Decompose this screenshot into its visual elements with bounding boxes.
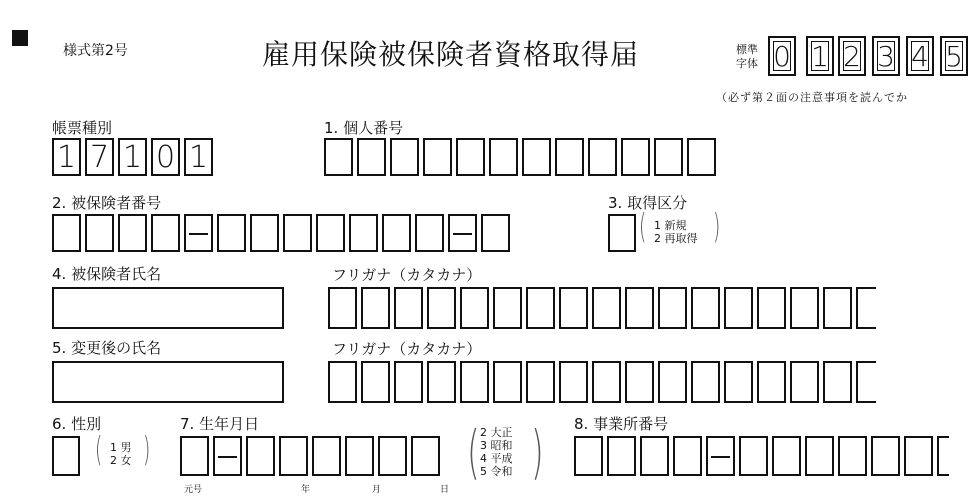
input-cell[interactable] <box>559 287 588 329</box>
input-cell[interactable] <box>324 138 353 176</box>
input-cell[interactable] <box>687 138 716 176</box>
input-cell[interactable] <box>772 436 801 476</box>
input-cell[interactable] <box>456 138 485 176</box>
input-cell[interactable] <box>378 436 407 476</box>
input-cell[interactable] <box>654 138 683 176</box>
input-cell[interactable] <box>757 361 786 403</box>
form-type-digits <box>52 138 217 176</box>
input-cell[interactable] <box>640 436 669 476</box>
paren-left: ( <box>94 430 103 470</box>
paren-right: ) <box>142 430 151 470</box>
separator-dash <box>184 214 213 252</box>
paren-left: ( <box>467 418 480 486</box>
gender-label: 6. 性別 <box>52 415 102 433</box>
input-cell[interactable] <box>460 361 489 403</box>
input-cell[interactable] <box>871 436 900 476</box>
separator-dash <box>448 214 477 252</box>
era-cell[interactable] <box>180 436 209 476</box>
standard-digit: 5 <box>940 36 968 76</box>
changed-name-input[interactable] <box>52 361 284 403</box>
input-cell[interactable] <box>724 361 753 403</box>
separator-dash <box>706 436 735 476</box>
input-cell[interactable] <box>246 436 275 476</box>
insured-number-label: 2. 被保険者番号 <box>52 194 162 212</box>
standard-digit: 3 <box>872 36 900 76</box>
standard-digit: 0 <box>768 36 796 76</box>
year-caption: 年 <box>301 485 311 495</box>
page-title: 雇用保険被保険者資格取得届 <box>262 38 640 71</box>
input-cell[interactable] <box>691 361 720 403</box>
standard-digit: 1 <box>806 36 834 76</box>
input-cell[interactable] <box>361 287 390 329</box>
era-caption: 元号 <box>184 485 203 495</box>
input-cell[interactable] <box>856 287 876 329</box>
input-cell[interactable] <box>574 436 603 476</box>
input-cell[interactable] <box>607 436 636 476</box>
input-cell[interactable] <box>85 214 114 252</box>
acquisition-type-options: 1 新規 2 再取得 <box>654 219 698 245</box>
form-type-digit: 1 <box>118 138 147 176</box>
input-cell[interactable] <box>390 138 419 176</box>
insured-number-input[interactable] <box>52 214 514 252</box>
standard-font-label: 標準 字体 <box>736 43 758 70</box>
input-cell[interactable] <box>345 436 374 476</box>
input-cell[interactable] <box>805 436 834 476</box>
input-cell[interactable] <box>357 138 386 176</box>
input-cell[interactable] <box>349 214 378 252</box>
instruction-note: （必ず第２面の注意事項を読んでか <box>716 91 908 104</box>
input-cell[interactable] <box>328 287 357 329</box>
input-cell[interactable] <box>592 287 621 329</box>
input-cell[interactable] <box>823 287 852 329</box>
input-cell[interactable] <box>625 361 654 403</box>
input-cell[interactable] <box>673 436 702 476</box>
input-cell[interactable] <box>823 361 852 403</box>
office-number-label: 8. 事業所番号 <box>574 415 669 433</box>
input-cell[interactable] <box>691 287 720 329</box>
form-type-digit: 1 <box>184 138 213 176</box>
input-cell[interactable] <box>118 214 147 252</box>
input-cell[interactable] <box>838 436 867 476</box>
form-type-digit: 1 <box>52 138 81 176</box>
input-cell[interactable] <box>489 138 518 176</box>
form-number: 様式第2号 <box>63 43 128 59</box>
paren-right: ) <box>531 418 544 486</box>
birthdate-label: 7. 生年月日 <box>180 415 260 433</box>
insured-name-input[interactable] <box>52 287 284 329</box>
input-cell[interactable] <box>493 361 522 403</box>
input-cell[interactable] <box>555 138 584 176</box>
form-type-label: 帳票種別 <box>52 119 113 137</box>
input-cell[interactable] <box>526 361 555 403</box>
input-cell[interactable] <box>522 138 551 176</box>
input-cell[interactable] <box>856 361 876 403</box>
changed-name-label: 5. 変更後の氏名 <box>52 339 162 357</box>
input-cell[interactable] <box>937 436 949 476</box>
input-cell[interactable] <box>588 138 617 176</box>
input-cell[interactable] <box>904 436 933 476</box>
input-cell[interactable] <box>394 361 423 403</box>
input-cell[interactable] <box>382 214 411 252</box>
input-cell[interactable] <box>427 361 456 403</box>
changed-name-furigana-input[interactable] <box>328 361 876 403</box>
office-number-input[interactable] <box>574 436 949 476</box>
insured-name-furigana-label: フリガナ（カタカナ） <box>332 266 482 284</box>
paren-right: ) <box>712 207 721 247</box>
era-options: 2 大正 3 昭和 4 平成 5 令和 <box>480 426 513 478</box>
input-cell[interactable] <box>217 214 246 252</box>
form-type-digit: 0 <box>151 138 180 176</box>
input-cell[interactable] <box>739 436 768 476</box>
month-caption: 月 <box>372 485 382 495</box>
birthdate-input[interactable] <box>180 436 444 476</box>
input-cell[interactable] <box>283 214 312 252</box>
separator-dash <box>213 436 242 476</box>
input-cell[interactable] <box>411 436 440 476</box>
gender-input[interactable] <box>52 436 80 476</box>
input-cell[interactable] <box>460 287 489 329</box>
personal-number-label: 1. 個人番号 <box>324 119 404 137</box>
input-cell[interactable] <box>658 287 687 329</box>
input-cell[interactable] <box>592 361 621 403</box>
insured-name-label: 4. 被保険者氏名 <box>52 265 162 283</box>
standard-digit: 4 <box>906 36 934 76</box>
input-cell[interactable] <box>312 436 341 476</box>
input-cell[interactable] <box>423 138 452 176</box>
paren-left: ( <box>638 207 647 247</box>
standard-digit: 2 <box>838 36 866 76</box>
input-cell[interactable] <box>559 361 588 403</box>
input-cell[interactable] <box>493 287 522 329</box>
input-cell[interactable] <box>415 214 444 252</box>
corner-marker <box>12 30 28 46</box>
gender-options: 1 男 2 女 <box>110 441 132 467</box>
input-cell[interactable] <box>658 361 687 403</box>
input-cell[interactable] <box>790 361 819 403</box>
acquisition-type-input[interactable] <box>608 214 636 252</box>
input-cell[interactable] <box>328 361 357 403</box>
input-cell[interactable] <box>526 287 555 329</box>
input-cell[interactable] <box>52 214 81 252</box>
input-cell[interactable] <box>621 138 650 176</box>
input-cell[interactable] <box>316 214 345 252</box>
day-caption: 日 <box>440 485 450 495</box>
input-cell[interactable] <box>757 287 786 329</box>
insured-name-furigana-input[interactable] <box>328 287 876 329</box>
acquisition-type-label: 3. 取得区分 <box>608 194 688 212</box>
input-cell[interactable] <box>279 436 308 476</box>
input-cell[interactable] <box>250 214 279 252</box>
input-cell[interactable] <box>151 214 180 252</box>
input-cell[interactable] <box>394 287 423 329</box>
personal-number-input[interactable] <box>324 138 720 176</box>
input-cell[interactable] <box>361 361 390 403</box>
input-cell[interactable] <box>724 287 753 329</box>
form-type-digit: 7 <box>85 138 114 176</box>
input-cell[interactable] <box>427 287 456 329</box>
input-cell[interactable] <box>790 287 819 329</box>
changed-name-furigana-label: フリガナ（カタカナ） <box>332 340 482 358</box>
input-cell[interactable] <box>625 287 654 329</box>
input-cell[interactable] <box>481 214 510 252</box>
